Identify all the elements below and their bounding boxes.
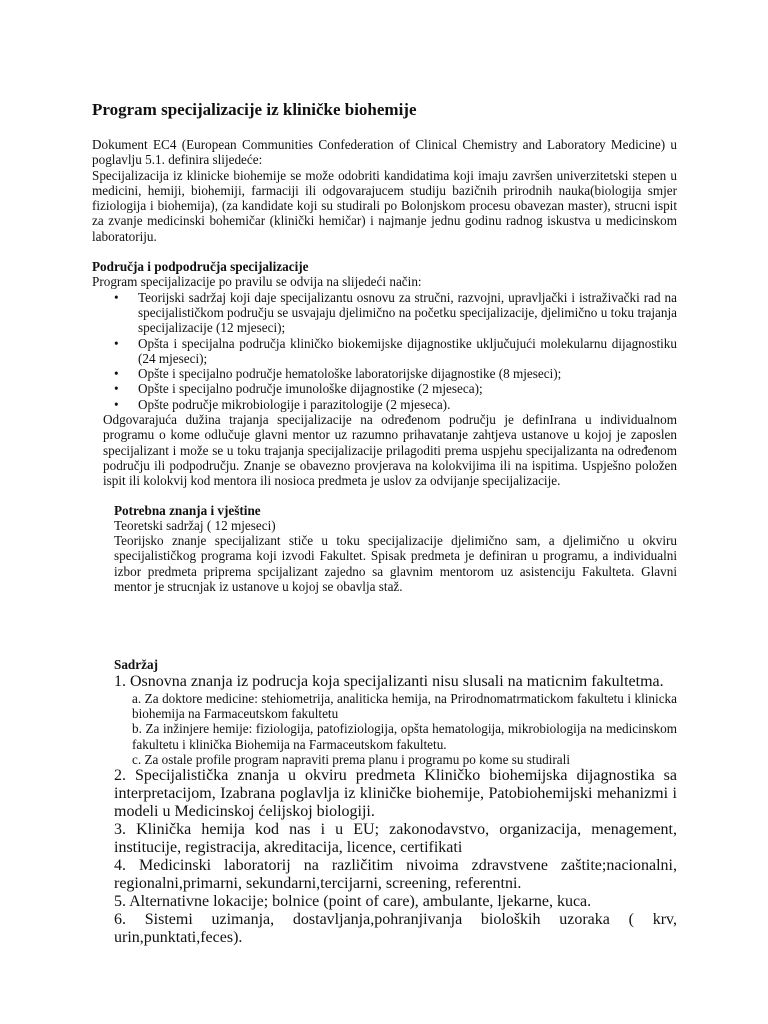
knowledge-section — [114, 503, 677, 595]
areas-lead: Program specijalizacije po pravilu se odvija na slijedeći način: — [92, 274, 422, 290]
content-item-4: 4. Medicinski laboratorij na različitim nivoima zdravstvene zaštite;nacionalni, regionalni,primarni, sekundarni,tercijarni, screening, referentni. — [114, 857, 677, 893]
content-item-6: 6. Sistemi uzimanja, dostavljanja,pohranjivanja bioloških uzoraka ( krv, urin,punktati,feces). — [114, 911, 677, 947]
content-subitem-a: a. Za doktore medicine: stehiometrija, analiticka hemija, na Prirodnomatrmatickom fakultetu i klinicka biohemija na Farmaceutskom fakultetu — [132, 690, 677, 721]
areas-heading: Područja i podpodručja specijalizacije — [92, 259, 309, 275]
content-item-2: 2. Specijalistička znanja u okviru predmeta Kliničko biohemijska dijagnostika sa interpretacijom, Izabrana poglavlja iz kliničke biohemije, Patobiohemijski mehanizmi i modeli u Medicinskoj ćelijskoj biologiji. — [114, 767, 677, 821]
intro-paragraph-ec4: Dokument EC4 (European Communities Confederation of Clinical Chemistry and Laboratory Medicine) u poglavlju 5.1. definira slijedeće: — [92, 137, 677, 168]
content-subitem-b: b. Za inžinjere hemije: fiziologija, patofiziologija, opšta hematologija, mikrobiologija na medicinskom fakultetu i klinička Biohemija na Farmaceutskom fakultetu. — [132, 721, 677, 752]
content-item-5: 5. Alternativne lokacije; bolnice (point of care), ambulante, ljekarne, kuca. — [114, 893, 592, 911]
list-item: • Opšte i specijalno područje hematološke laboratorijske dijagnostike (8 mjeseci); — [92, 366, 677, 381]
knowledge-subheading: Teoretski sadržaj ( 12 mjeseci) — [114, 517, 276, 533]
content-subitem-c: c. Za ostale profile program napraviti prema planu i programu po kome su studirali — [132, 751, 570, 767]
knowledge-paragraph: Teorijsko znanje specijalizant stiče u toku specijalizacije djelimično sam, a djelimično u okviru specijalističkog programa koji izvodi Fakultet. Spisak predmeta je definiran u programu, a individualni izbor predmeta priprema spcijalizant zajedno sa glavnim mentorom uz asistenciju Fakulteta. Glavni mentor je strucnjak iz ustanove u kojoj se obavlja staž. — [114, 533, 677, 595]
areas-bullet-list — [92, 290, 677, 412]
content-item-1: 1. Osnovna znanja iz podrucja koja specijalizanti nisu slusali na maticnim fakultetma. — [114, 672, 664, 690]
intro-section — [92, 137, 677, 244]
list-item: • Teorijski sadržaj koji daje specijalizantu osnovu za stručni, razvojni, upravljački i istraživački rad na specijalističkom području se usvajaju djelimično na početku specijalizacije, djelimično u toku trajanja specijalizacije (12 mjeseci); — [92, 290, 677, 336]
content-item-3: 3. Klinička hemija kod nas i u EU; zakonodavstvo, organizacija, menagement, institucije, registracija, akreditacija, licence, certifikati — [114, 821, 677, 857]
content-section — [114, 657, 677, 947]
content-heading: Sadržaj — [114, 657, 158, 673]
areas-section — [92, 259, 677, 488]
page-title: Program specijalizacije iz kliničke biohemije — [92, 100, 417, 119]
intro-paragraph-eligibility: Specijalizacija iz klinicke biohemije se može odobriti kandidatima koji imaju završen univerzitetski stepen u medicini, hemiji, biohemiji, farmaciji ili odgovarajucem studiju bazičnih prirodnih nauka(biologija smjer fiziologija i biohemija), (za kandidate koji su studirali po Bolonjskom procesu obavezan master), strucni ispit za zvanje medicinski bohemičar (klinički hemičar) i najmanje jednu godinu radnog iskustva u medicinskom laboratoriju. — [92, 167, 677, 244]
list-item: • Opšta i specijalna područja kliničko biokemijske dijagnostike uključujući molekularnu dijagnostiku (24 mjeseci); — [92, 336, 677, 367]
list-item: • Opšte područje mikrobiologije i parazitologije (2 mjeseca). — [92, 397, 677, 412]
list-item: • Opšte i specijalno područje imunološke dijagnostike (2 mjeseca); — [92, 381, 677, 396]
knowledge-heading: Potrebna znanja i vještine — [114, 502, 261, 518]
areas-duration-paragraph: Odgovarajuća dužina trajanja specijalizacije na određenom području je definIrana u individualnom programu o kome odlučuje glavni mentor uz razumno prihavatanje zahtjeva ustanove u kojoj je zaposlen specijalizant i može se u toku trajanja specijalizacije prilagoditi prema uspjehu specijalizanta na određenom području ili podpodručju. Znanje se obavezno provjerava na kolokvijima ili na ispitima. Uspješno položen ispit ili kolokvij kod mentora ili nosioca predmeta je uslov za odvijanje specijalizacije. — [103, 412, 677, 489]
